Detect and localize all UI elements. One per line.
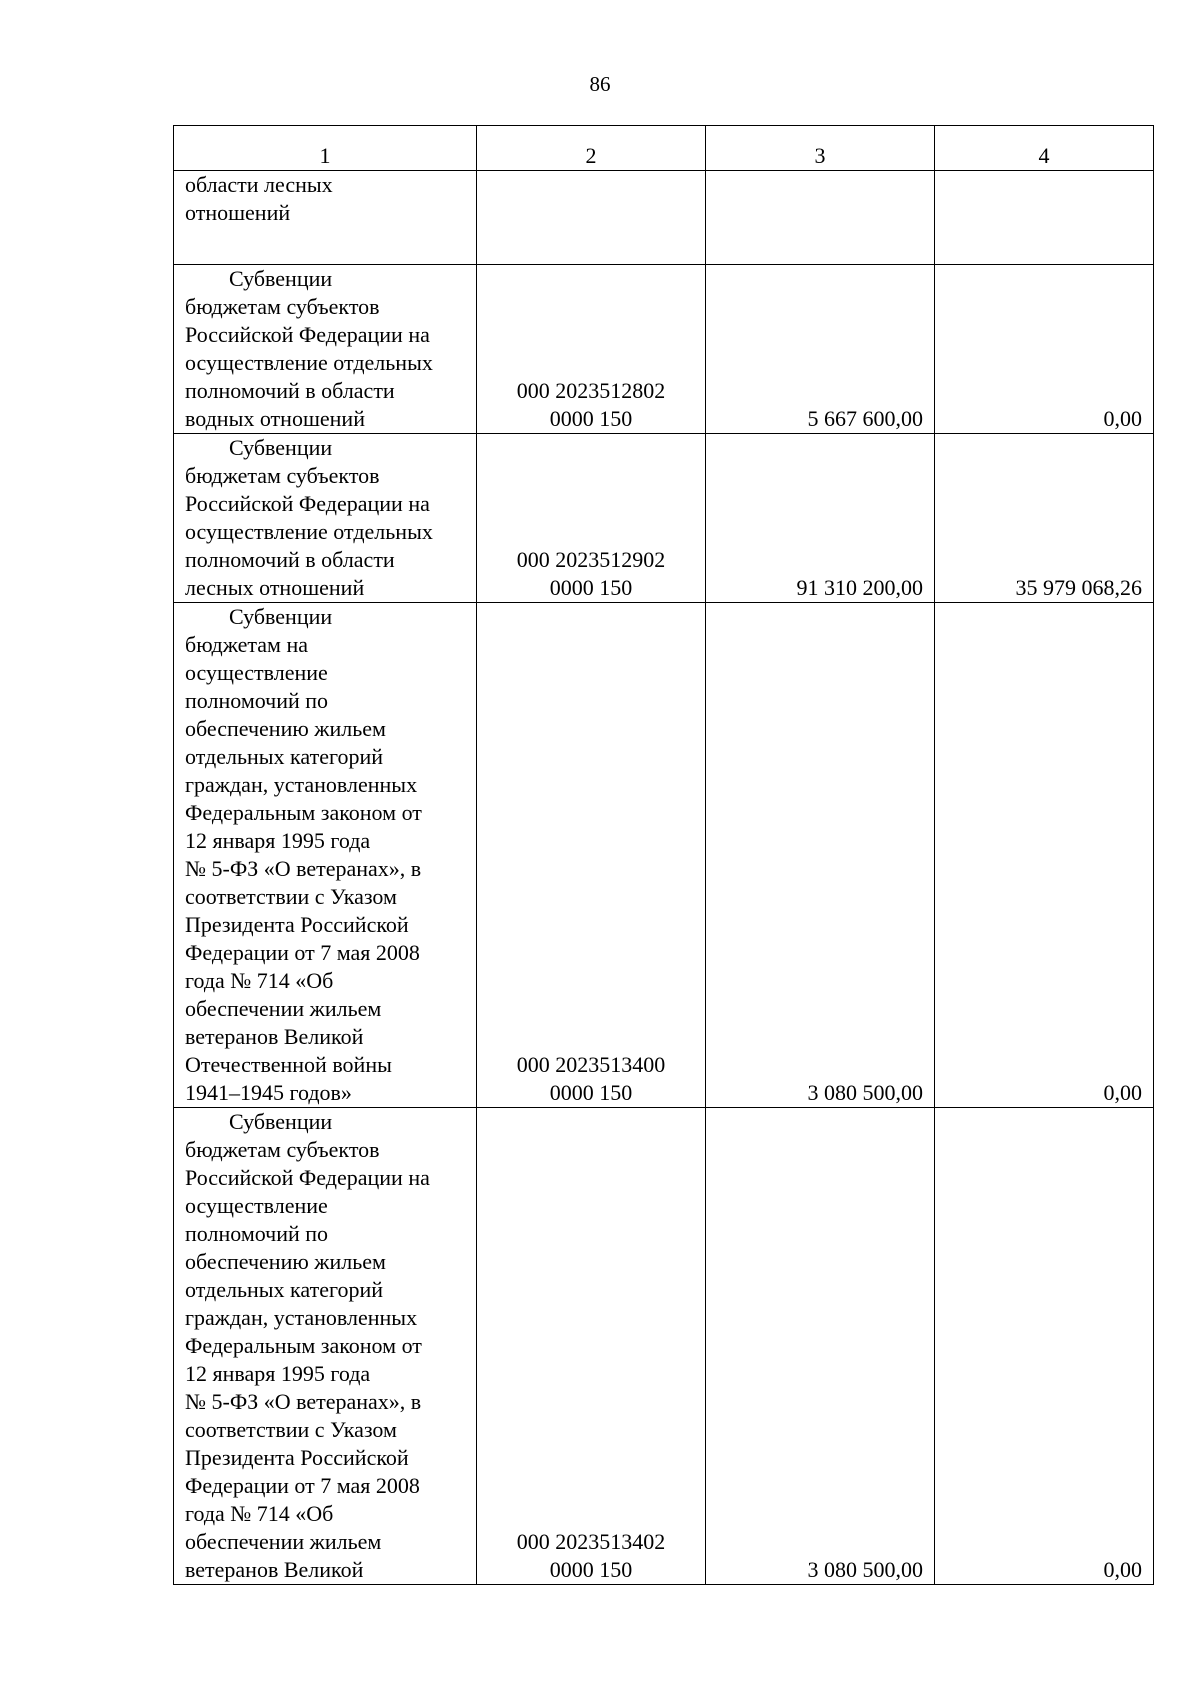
table-row	[174, 265, 1154, 434]
row-description: области лесных отношений	[174, 171, 477, 265]
column-header-2: 2	[477, 126, 706, 171]
table-row	[174, 434, 1154, 603]
row-amount: 91 310 200,00	[706, 434, 935, 603]
row-description: Субвенции бюджетам на осуществление полномочий по обеспечению жильем отдельных категорий граждан, установленных Федеральным законом от 12 января 1995 года № 5-ФЗ «О ветеранах», в соответствии с Указом Президента Российской Федерации от 7 мая 2008 года № 714 «Об обеспечении жильем ветеранов Великой Отечественной войны 1941–1945 годов»	[174, 603, 477, 1108]
row-code: 000 2023512802 0000 150	[477, 265, 706, 434]
column-header-3: 3	[706, 126, 935, 171]
row-amount: 3 080 500,00	[706, 603, 935, 1108]
row-description: Субвенции бюджетам субъектов Российской Федерации на осуществление отдельных полномочий в области водных отношений	[174, 265, 477, 434]
page-number: 86	[589, 72, 611, 96]
row-executed	[935, 171, 1154, 265]
table-row	[174, 603, 1154, 1108]
row-description: Субвенции бюджетам субъектов Российской Федерации на осуществление отдельных полномочий в области лесных отношений	[174, 434, 477, 603]
row-executed: 0,00	[935, 1108, 1154, 1585]
row-executed: 35 979 068,26	[935, 434, 1154, 603]
row-amount: 5 667 600,00	[706, 265, 935, 434]
table-row	[174, 1108, 1154, 1585]
row-code: 000 2023512902 0000 150	[477, 434, 706, 603]
row-code	[477, 171, 706, 265]
row-executed: 0,00	[935, 265, 1154, 434]
row-code: 000 2023513402 0000 150	[477, 1108, 706, 1585]
table-row	[174, 171, 1154, 265]
budget-table	[173, 125, 1154, 1585]
table-header-row	[174, 126, 1154, 171]
column-header-1: 1	[174, 126, 477, 171]
row-amount	[706, 171, 935, 265]
column-header-4: 4	[935, 126, 1154, 171]
row-amount: 3 080 500,00	[706, 1108, 935, 1585]
row-executed: 0,00	[935, 603, 1154, 1108]
row-description: Субвенции бюджетам субъектов Российской Федерации на осуществление полномочий по обеспечению жильем отдельных категорий граждан, установленных Федеральным законом от 12 января 1995 года № 5-ФЗ «О ветеранах», в соответствии с Указом Президента Российской Федерации от 7 мая 2008 года № 714 «Об обеспечении жильем ветеранов Великой	[174, 1108, 477, 1585]
row-code: 000 2023513400 0000 150	[477, 603, 706, 1108]
